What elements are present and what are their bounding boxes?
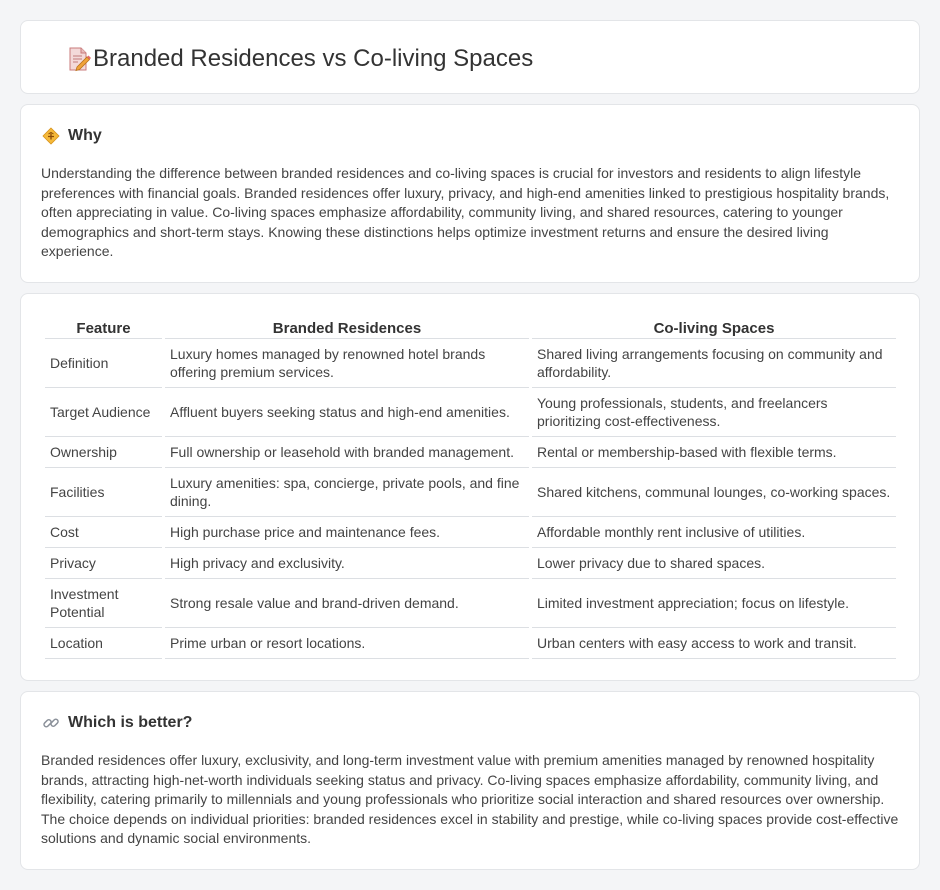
- document-edit-icon: [65, 45, 93, 73]
- page-title: Branded Residences vs Co-living Spaces: [93, 45, 534, 72]
- better-heading: [42, 714, 192, 732]
- diamond-warning-icon: [42, 127, 60, 145]
- table-row: [45, 468, 896, 517]
- column-header: Co-living Spaces: [532, 315, 896, 339]
- feature-cell: Target Audience: [45, 388, 162, 437]
- coliving-cell: Lower privacy due to shared spaces.: [532, 548, 896, 579]
- coliving-cell: Affordable monthly rent inclusive of utilities.: [532, 517, 896, 548]
- branded-cell: Full ownership or leasehold with branded management.: [165, 437, 529, 468]
- branded-cell: Affluent buyers seeking status and high-end amenities.: [165, 388, 529, 437]
- feature-cell: Cost: [45, 517, 162, 548]
- table-row: [45, 339, 896, 388]
- branded-cell: Strong resale value and brand-driven demand.: [165, 579, 529, 628]
- feature-cell: Definition: [45, 339, 162, 388]
- feature-cell: Privacy: [45, 548, 162, 579]
- coliving-cell: Urban centers with easy access to work and transit.: [532, 628, 896, 659]
- why-section: [20, 104, 920, 283]
- feature-cell: Facilities: [45, 468, 162, 517]
- better-text: Branded residences offer luxury, exclusivity, and long-term investment value with premium amenities managed by renowned hospitality brands, attracting high-net-worth individuals seeking status and privacy. Co-living spaces emphasize affordability, community living, and flexibility, catering primarily to millennials and young professionals who prioritize social interaction and shared resources over ownership. The choice depends on individual priorities: branded residences excel in stability and prestige, while co-living spaces provide cost-effective solutions and dynamic social environments.: [41, 752, 899, 847]
- why-heading: [42, 127, 102, 145]
- table-header-row: [45, 315, 896, 339]
- column-header: Feature: [45, 315, 162, 339]
- coliving-cell: Shared kitchens, communal lounges, co-working spaces.: [532, 468, 896, 517]
- why-title: Why: [68, 127, 102, 144]
- branded-cell: Luxury homes managed by renowned hotel brands offering premium services.: [165, 339, 529, 388]
- feature-cell: Investment Potential: [45, 579, 162, 628]
- feature-cell: Location: [45, 628, 162, 659]
- table-row: [45, 548, 896, 579]
- header-card: [20, 20, 920, 94]
- column-header: Branded Residences: [165, 315, 529, 339]
- coliving-cell: Limited investment appreciation; focus on lifestyle.: [532, 579, 896, 628]
- better-title: Which is better?: [68, 714, 193, 731]
- branded-cell: High privacy and exclusivity.: [165, 548, 529, 579]
- coliving-cell: Rental or membership-based with flexible terms.: [532, 437, 896, 468]
- coliving-cell: Young professionals, students, and freelancers prioritizing cost-effectiveness.: [532, 388, 896, 437]
- which-is-better-section: [20, 691, 920, 870]
- table-row: [45, 388, 896, 437]
- table-row: [45, 517, 896, 548]
- feature-cell: Ownership: [45, 437, 162, 468]
- comparison-table: [42, 315, 899, 659]
- link-icon: [42, 714, 60, 732]
- branded-cell: Prime urban or resort locations.: [165, 628, 529, 659]
- table-row: [45, 437, 896, 468]
- why-text: Understanding the difference between branded residences and co-living spaces is crucial for investors and residents to align lifestyle preferences with financial goals. Branded residences offer luxury, privacy, and high-end amenities linked to prestigious hospitality brands, often appreciating in value. Co-living spaces emphasize affordability, community living, and shared resources, catering to younger demographics and short-term stays. Knowing these distinctions helps optimize investment returns and ensure the desired living experience.: [41, 165, 890, 260]
- table-row: [45, 628, 896, 659]
- table-row: [45, 579, 896, 628]
- branded-cell: High purchase price and maintenance fees.: [165, 517, 529, 548]
- branded-cell: Luxury amenities: spa, concierge, private pools, and fine dining.: [165, 468, 529, 517]
- comparison-section: [20, 293, 920, 681]
- coliving-cell: Shared living arrangements focusing on community and affordability.: [532, 339, 896, 388]
